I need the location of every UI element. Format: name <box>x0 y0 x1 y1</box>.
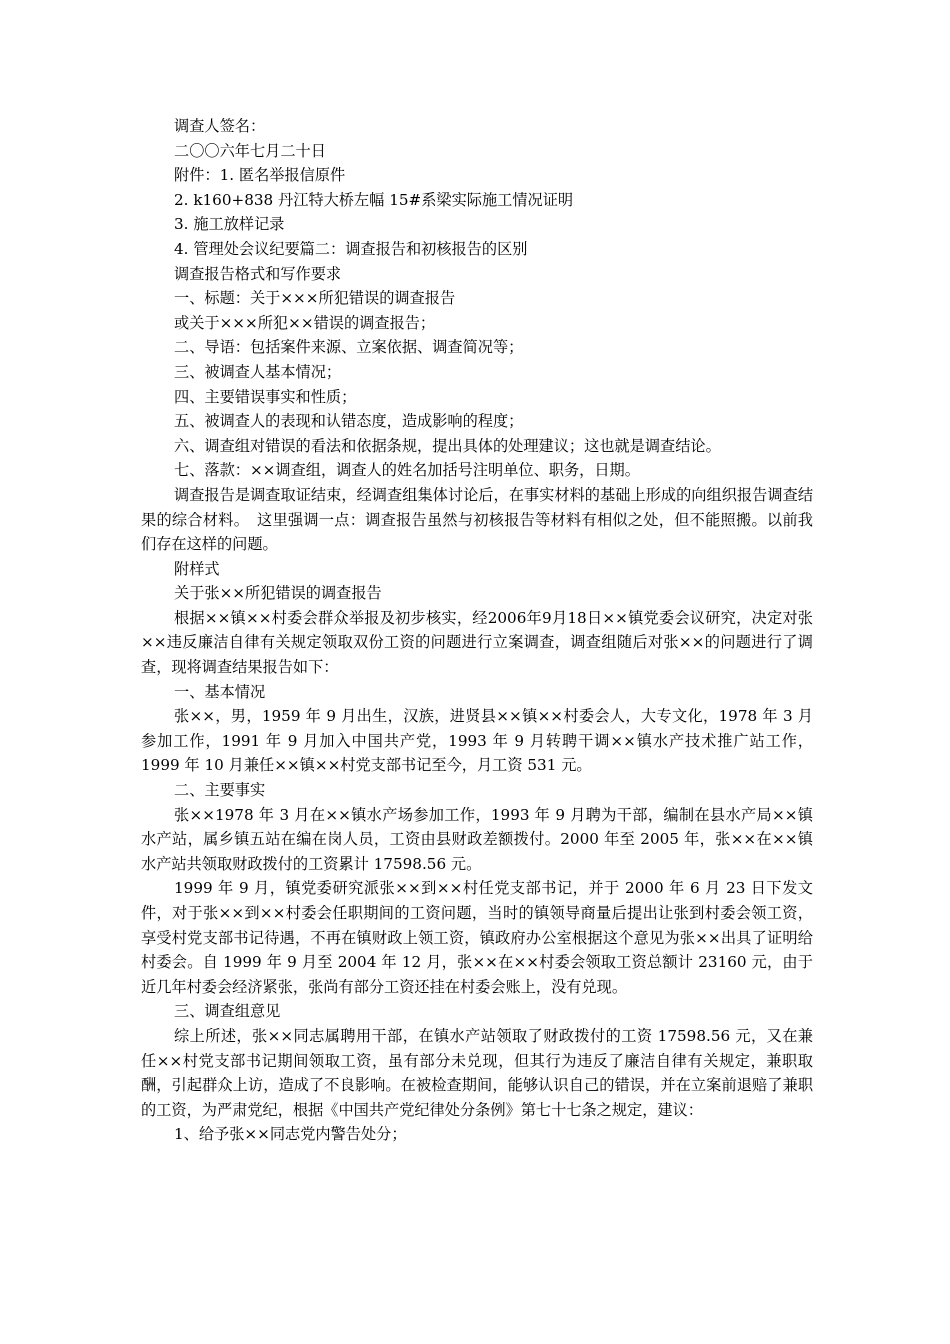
format-item-4: 四、主要错误事实和性质； <box>174 387 357 406</box>
sample-label: 附样式 <box>174 559 220 578</box>
format-item-1-alt: 或关于×××所犯××错误的调查报告； <box>174 313 436 332</box>
attachment-2: 2. k160+838 丹江特大桥左幅 15#系梁实际施工情况证明 <box>174 190 574 209</box>
section-3-body: 综上所述，张××同志属聘用干部，在镇水产站领取了财政拨付的工资 17598.56 元，又在兼任××村党支部书记期间领取工资，虽有部分未兑现，但其行为违反了廉洁自律有关规定，兼职取酬，引起群众上访，造成了不良影响。在被检查期间，能够认识自己的错误，并在立案前退赔了兼职的工资，为严肃党纪，根据《中国共产党纪律处分条例》第七十七条之规定，建议： <box>141 1026 813 1119</box>
format-item-7: 七、落款：××调查组，调查人的姓名加括号注明单位、职务，日期。 <box>174 461 640 480</box>
attachment-4: 4. 管理处会议纪要篇二：调查报告和初核报告的区别 <box>174 239 528 258</box>
section-2-heading: 二、主要事实 <box>174 781 266 800</box>
section-2-body-1: 张××1978 年 3 月在××镇水产场参加工作，1993 年 9 月聘为干部，编制在县水产局××镇水产站，属乡镇五站在编在岗人员，工资由县财政差额拨付。2000 年至 2005 年，张××在××镇水产站共领取财政拨付的工资累计 17598.56 元。 <box>141 805 813 873</box>
format-item-5: 五、被调查人的表现和认错态度，造成影响的程度； <box>174 412 524 431</box>
format-heading: 调查报告格式和写作要求 <box>174 264 342 283</box>
format-item-1: 一、标题：关于×××所犯错误的调查报告 <box>174 289 456 308</box>
format-item-3: 三、被调查人基本情况； <box>174 362 342 381</box>
intro-paragraph: 调查报告是调查取证结束，经调查组集体讨论后，在事实材料的基础上形成的向组织报告调查结果的综合材料。 这里强调一点：调查报告虽然与初核报告等材料有相似之处，但不能照搬。以前我们存在这样的问题。 <box>141 485 813 554</box>
sample-title: 关于张××所犯错误的调查报告 <box>174 584 382 603</box>
document-page <box>141 114 813 1147</box>
section-2-body-2: 1999 年 9 月，镇党委研究派张××到××村任党支部书记，并于 2000 年 6 月 23 日下发文件，对于张××到××村委会任职期间的工资问题，当时的镇领导商量后提出让张到村委会领工资，享受村党支部书记待遇，不再在镇财政上领工资，镇政府办公室根据这个意见为张××出具了证明给村委会。自 1999 年 9 月至 2004 年 12 月，张××在××村委会领取工资总额计 23160 元，由于近几年村委会经济紧张，张尚有部分工资还挂在村委会账上，没有兑现。 <box>141 879 813 996</box>
format-item-2: 二、导语：包括案件来源、立案依据、调查简况等； <box>174 338 524 357</box>
signature-line: 调查人签名： <box>174 117 266 135</box>
section-1-heading: 一、基本情况 <box>174 682 266 701</box>
date-line: 二〇〇六年七月二十日 <box>174 141 326 160</box>
section-1-body: 张××，男，1959 年 9 月出生，汉族，进贤县××镇××村委会人，大专文化，1978 年 3 月参加工作，1991 年 9 月加入中国共产党，1993 年 9 月转聘干调××镇水产技术推广站工作，1999 年 10 月兼任××镇××村党支部书记至今，月工资 531 元。 <box>141 707 813 775</box>
sample-intro-paragraph: 根据××镇××村委会群众举报及初步核实，经2006年9月18日××镇党委会议研究，决定对张××违反廉洁自律有关规定领取双份工资的问题进行立案调查，调查组随后对张××的问题进行了调查，现将调查结果报告如下： <box>141 608 813 677</box>
format-item-6: 六、调查组对错误的看法和依据条规，提出具体的处理建议；这也就是调查结论。 <box>174 436 721 455</box>
recommendation-1: 1、给予张××同志党内警告处分； <box>174 1125 407 1144</box>
section-3-heading: 三、调查组意见 <box>174 1002 281 1021</box>
attachment-1: 附件：1. 匿名举报信原件 <box>174 166 346 185</box>
attachment-3: 3. 施工放样记录 <box>174 215 285 234</box>
